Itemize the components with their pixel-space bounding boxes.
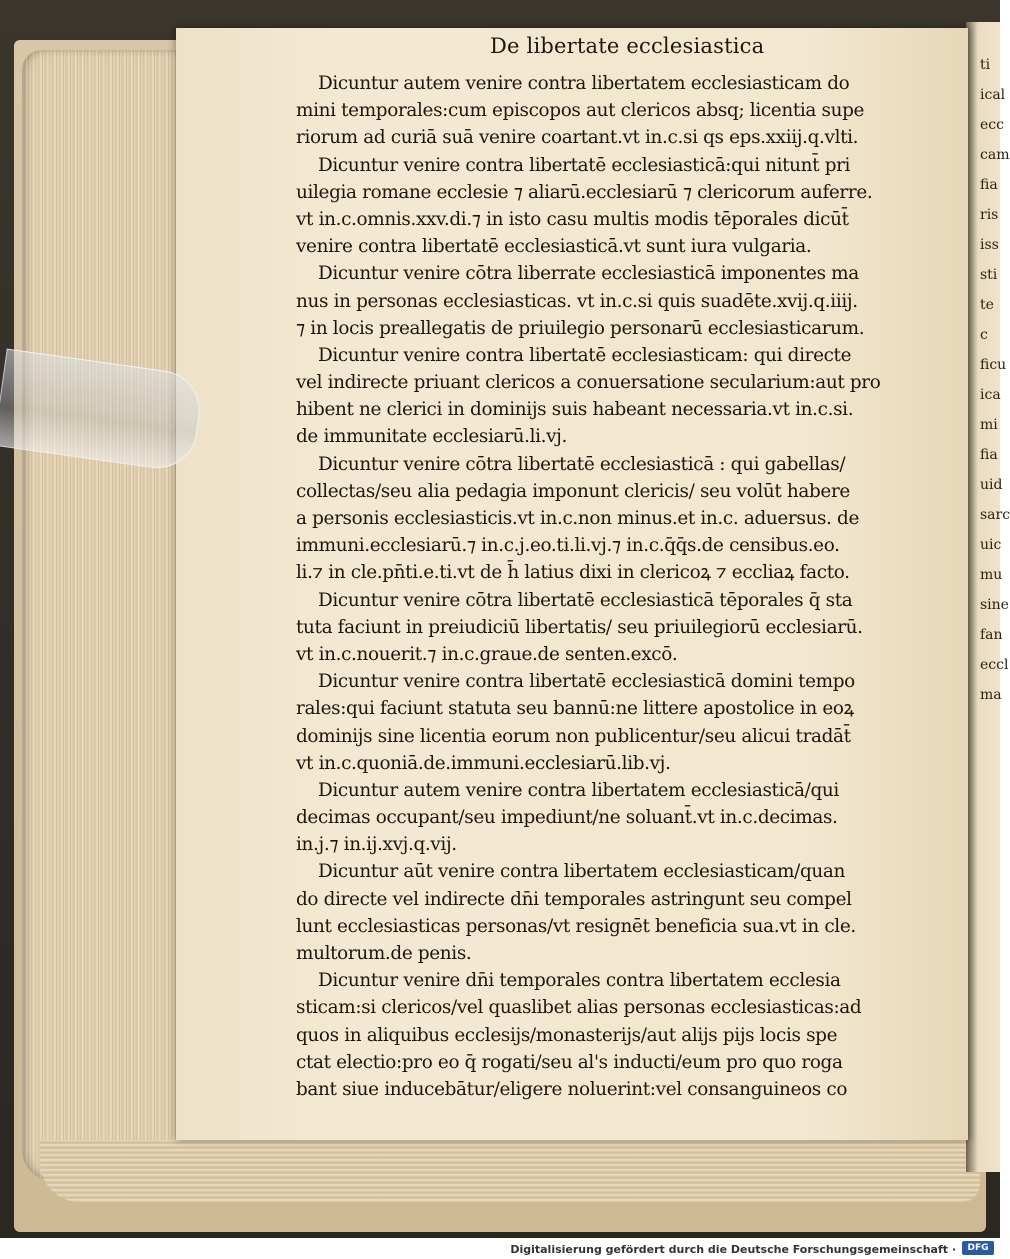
text-line: immuni.ecclesiarū.⁊ in.c.j.eo.ti.li.vj.⁊ in.c.q̄q̄s.de censibus.eo. (296, 535, 840, 557)
text-line: do directe vel indirecte dn̄i temporales astringunt seu compel (296, 888, 852, 910)
text-line: decimas occupant/seu impediunt/ne soluant̄.vt in.c.decimas. (296, 807, 838, 829)
text-line: nus in personas ecclesiasticas. vt in.c.si quis suadēte.xvij.q.iiij. (296, 290, 858, 312)
text-line: vt in.c.omnis.xxv.di.⁊ in isto casu multis modis tēporales dicūt̄ (296, 208, 849, 230)
facing-page-fragment: uid (980, 477, 1003, 493)
text-line: mini temporales:cum episcopos aut clericos absq; licentia supe (296, 100, 865, 122)
facing-page-fragment: ti (980, 57, 991, 73)
facing-page-fragment: sti (980, 267, 998, 283)
text-line: vt in.c.quoniā.de.immuni.ecclesiarū.lib.vj. (296, 752, 671, 774)
text-line: uilegia romane ecclesie ⁊ aliarū.ecclesiarū ⁊ clericorum auferre. (296, 181, 873, 203)
text-line: venire contra libertatē ecclesiasticā.vt sunt iura vulgaria. (296, 236, 812, 258)
facing-page-fragment: ris (980, 207, 999, 223)
text-line: lunt ecclesiasticas personas/vt resignēt beneficia sua.vt in cle. (296, 915, 856, 937)
facing-page-fragment: eccl (980, 657, 1009, 673)
text-line: quos in aliquibus ecclesijs/monasterijs/aut alijs pijs locis spe (296, 1024, 838, 1046)
running-title: De libertate ecclesiastica (490, 34, 765, 58)
text-line: rales:qui faciunt statuta seu bannū:ne littere apostolice in eoꝝ (296, 698, 854, 720)
facing-page-fragment: cam (980, 147, 1010, 163)
facing-page-fragment: mu (980, 567, 1003, 583)
page-edges (22, 50, 192, 1180)
text-line: riorum ad curiā suā venire coartant.vt in.c.si qs eps.xxiij.q.vlti. (296, 127, 859, 149)
text-line: Dicuntur venire contra libertatē ecclesiasticam: qui directe (318, 344, 852, 366)
facing-page-fragment: ecc (980, 117, 1004, 133)
text-line: Dicuntur autem venire contra libertatem ecclesiasticam do (318, 73, 850, 94)
facing-page-fragment: ma (980, 687, 1002, 703)
text-line: Dicuntur venire dn̄i temporales contra libertatem ecclesia (318, 970, 841, 992)
facing-page-fragment: uic (980, 537, 1002, 553)
text-line: in.j.⁊ in.ij.xvj.q.vij. (296, 834, 457, 856)
facing-page-fragment: te c (980, 297, 994, 343)
text-line: li.⁊ in cle.pn̄ti.e.ti.vt de h̄ latius dixi in clericoꝝ ⁊ eccliaꝝ facto. (296, 562, 850, 584)
facing-page-fragment: ficu (980, 357, 1007, 373)
facing-page-fragment: fan (980, 627, 1003, 643)
text-line: ⁊ in locis preallegatis de priuilegio personarū ecclesiasticarum. (296, 317, 865, 339)
text-line: Dicuntur venire cōtra liberrate ecclesiasticā imponentes ma (318, 263, 859, 285)
text-line: de immunitate ecclesiarū.li.vj. (296, 426, 568, 448)
funding-credit: Digitalisierung gefördert durch die Deutsche Forschungsgemeinschaft · (510, 1243, 956, 1256)
text-line: Dicuntur autem venire contra libertatem ecclesiasticā/qui (318, 779, 839, 801)
facing-page-fragment: sarc (980, 507, 1010, 523)
text-line: hibent ne clerici in dominijs suis habeant necessaria.vt in.c.si. (296, 399, 854, 421)
facing-page-fragment: fia (980, 447, 998, 463)
facing-page-fragment: fia (980, 177, 998, 193)
text-line: tuta faciunt in preiudiciū libertatis/ seu priuilegiorū ecclesiarū. (296, 616, 863, 638)
text-line: sticam:si clericos/vel quaslibet alias personas ecclesiasticas:ad (296, 997, 862, 1019)
facing-page-fragment: sine (980, 597, 1009, 613)
dfg-logo: DFG (962, 1241, 994, 1255)
text-line: Dicuntur venire cōtra libertatē ecclesiasticā tēporales q̄ sta (318, 589, 853, 611)
text-line: Dicuntur aūt venire contra libertatem ecclesiasticam/quan (318, 861, 846, 883)
text-line: Dicuntur venire cōtra libertatē ecclesiasticā : qui gabellas/ (318, 453, 846, 475)
facing-page-text (980, 50, 1010, 1010)
text-line: bant siue inducebātur/eligere noluerint:vel consanguineos co (296, 1078, 848, 1100)
main-text-block (296, 70, 892, 1103)
text-line: a personis ecclesiasticis.vt in.c.non minus.et in.c. aduersus. de (296, 508, 859, 529)
bottom-page-edges (40, 1140, 980, 1202)
text-line: Dicuntur venire contra libertatē ecclesiasticā domini tempo (318, 671, 855, 693)
facing-page-fragment: iss (980, 237, 999, 253)
text-line: vt in.c.nouerit.⁊ in.c.graue.de senten.excō. (296, 643, 678, 665)
text-line: ctat electio:pro eo q̄ rogati/seu al's inducti/eum pro quo roga (296, 1051, 843, 1073)
text-line: vel indirecte priuant clericos a conuersatione secularium:aut pro (296, 372, 881, 394)
facing-page-fragment: mi (980, 417, 998, 433)
text-line: dominijs sine licentia eorum non publicentur/seu alicui tradāt̄ (296, 725, 851, 747)
facing-page-fragment: ica (980, 387, 1001, 403)
text-line: Dicuntur venire contra libertatē ecclesiasticā:qui nitunt̄ pri (318, 154, 851, 176)
facing-page-fragment: ical (980, 87, 1006, 103)
text-line: collectas/seu alia pedagia imponunt clericis/ seu volūt habere (296, 480, 850, 502)
text-line: multorum.de penis. (296, 943, 472, 964)
